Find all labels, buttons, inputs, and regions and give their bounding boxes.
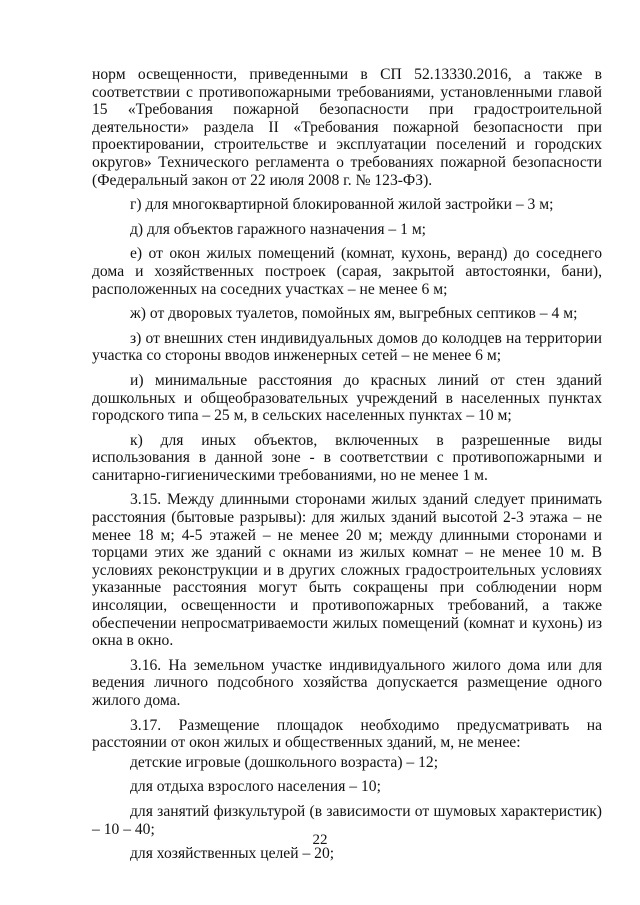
list-item: детские игровые (дошкольного возраста) – 12; [130,753,439,771]
list-item: для хозяйственных целей – 20; [130,845,335,863]
paragraph-item-k: к) для иных объектов, включенных в разрешенные виды использования в данной зоне - в соответствии с противопожарными и санитарно-гигиеническими требованиями, но не менее 1 м. [92,431,602,484]
paragraph-item-i: и) минимальные расстояния до красных линий от стен зданий дошкольных и общеобразовательных учреждений в населенных пунктах городского типа – 25 м, в сельских населенных пунктах – 10 м; [92,371,602,425]
paragraph-3-15: 3.15. Между длинными сторонами жилых зданий следует принимать расстояния (бытовые разрывы): для жилых зданий высотой 2-3 этажа – не менее 18 м; 4-5 этажей – не менее 20 м; между длинными сторонами и торцами этих же зданий с окнами из жилых комнат – не менее 10 м. В условиях реконструкции и в других сложных градостроительных условиях указанные расстояния могут быть сокращены при соблюдении норм инсоляции, освещенности и противопожарных требований, а также обеспечении непросматриваемости жилых помещений (комнат и кухонь) из окна в окно. [92,491,602,650]
paragraph-item-d: д) для объектов гаражного назначения – 1 м; [130,220,427,238]
list-item: для отдыха взрослого населения – 10; [130,778,381,796]
document-body [92,66,602,870]
paragraph-item-zh: ж) от дворовых туалетов, помойных ям, выгребных септиков – 4 м; [130,305,578,323]
list-item: для занятий физкультурой (в зависимости от шумовых характеристик) – 10 – 40; [92,802,602,838]
page-number: 22 [312,832,328,848]
paragraph-item-e: е) от окон жилых помещений (комнат, кухонь, веранд) до соседнего дома и хозяйственных построек (сарая, закрытой автостоянки, бани), расположенных на соседних участках – не менее 6 м; [92,245,602,298]
paragraph-item-z: з) от внешних стен индивидуальных домов до колодцев на территории участка со стороны вводов инженерных сетей – не менее 6 м; [92,329,602,365]
paragraph-3-16: 3.16. На земельном участке индивидуального жилого дома или для ведения личного подсобного хозяйства допускается размещение одного жилого дома. [92,656,602,709]
paragraph-continuation: норм освещенности, приведенными в СП 52.13330.2016, а также в соответствии с противопожарными требованиями, установленными главой 15 «Требования пожарной безопасности при градостроительной деятельности» раздела II «Требования пожарной безопасности при проектировании, строительстве и эксплуатации поселений и городских округов» Технического регламента о требованиях пожарной безопасности (Федеральный закон от 22 июля 2008 г. № 123-ФЗ). [92,66,602,189]
paragraph-item-g: г) для многоквартирной блокированной жилой застройки – 3 м; [130,196,554,214]
paragraph-3-17: 3.17. Размещение площадок необходимо предусматривать на расстоянии от окон жилых и общественных зданий, м, не менее: [92,716,602,752]
